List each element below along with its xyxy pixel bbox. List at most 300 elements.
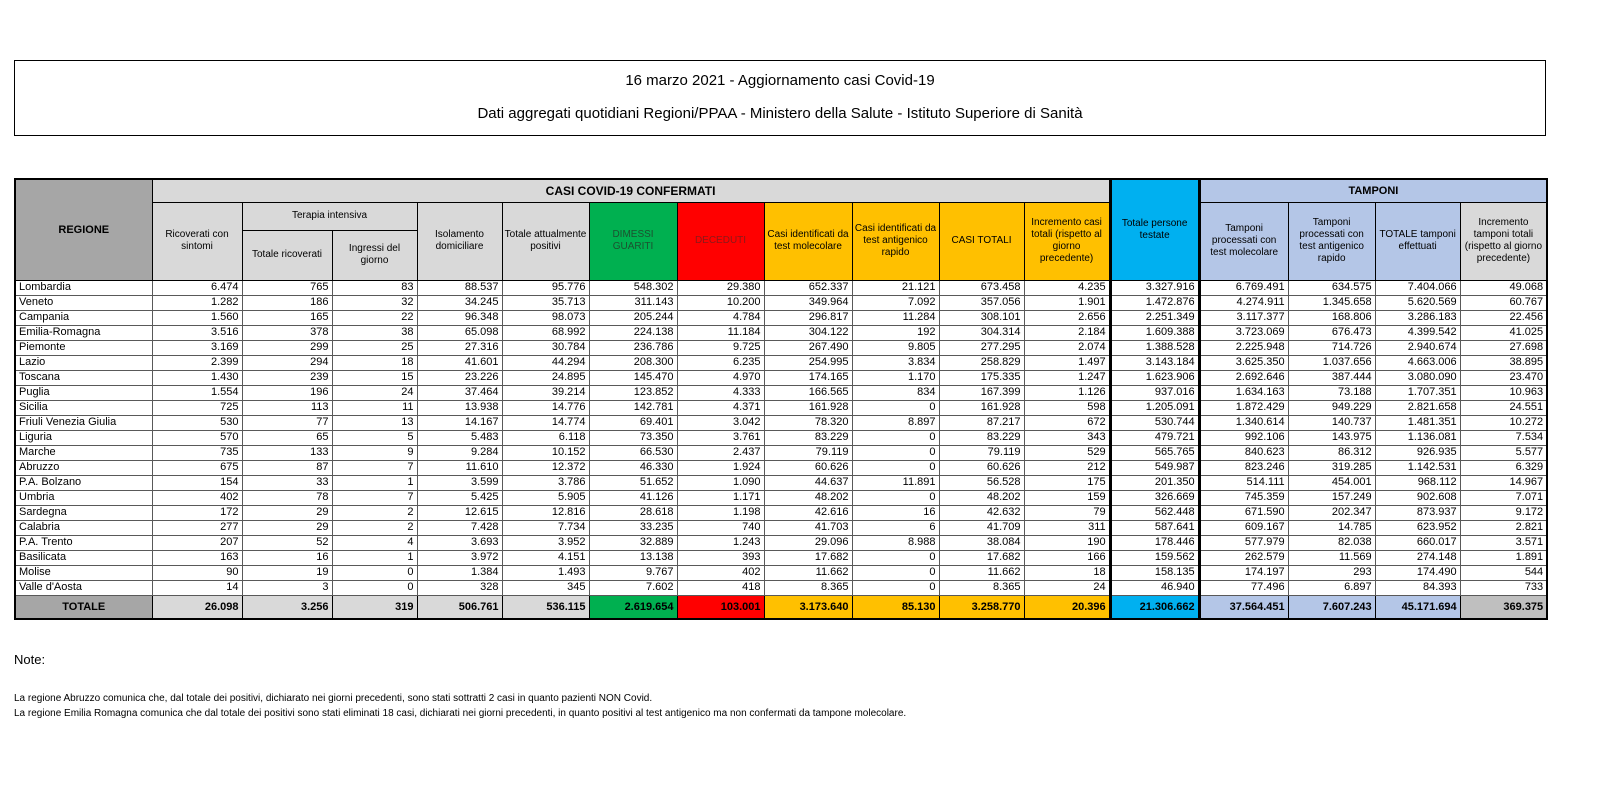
value-cell: 6.329 — [1460, 460, 1547, 475]
value-cell: 44.294 — [502, 355, 589, 370]
value-cell: 7.734 — [502, 520, 589, 535]
value-cell: 2.619.654 — [589, 595, 677, 619]
value-cell: 277 — [152, 520, 242, 535]
value-cell: 37.564.451 — [1199, 595, 1288, 619]
value-cell: 1.142.531 — [1375, 460, 1460, 475]
value-cell: 0 — [332, 580, 417, 595]
value-cell: 294 — [242, 355, 332, 370]
table-row — [15, 580, 1547, 595]
value-cell: 3.625.350 — [1199, 355, 1288, 370]
value-cell: 20.396 — [1024, 595, 1110, 619]
value-cell: 44.637 — [764, 475, 852, 490]
value-cell: 304.122 — [764, 325, 852, 340]
value-cell: 32 — [332, 295, 417, 310]
value-cell: 4.151 — [502, 550, 589, 565]
value-cell: 0 — [852, 580, 939, 595]
col-header-persone-testate: Totale persone testate — [1110, 179, 1199, 280]
value-cell: 38 — [332, 325, 417, 340]
value-cell: 0 — [852, 490, 939, 505]
value-cell: 95.776 — [502, 280, 589, 295]
col-header-tamponi-molecolare: Tamponi processati con test molecolare — [1199, 202, 1288, 280]
table-row — [15, 295, 1547, 310]
value-cell: 29.380 — [677, 280, 764, 295]
value-cell: 6 — [852, 520, 939, 535]
value-cell: 14.967 — [1460, 475, 1547, 490]
value-cell: 145.470 — [589, 370, 677, 385]
region-name-cell: Friuli Venezia Giulia — [15, 415, 152, 430]
value-cell: 7.404.066 — [1375, 280, 1460, 295]
region-name-cell: Sardegna — [15, 505, 152, 520]
value-cell: 46.330 — [589, 460, 677, 475]
value-cell: 587.641 — [1110, 520, 1199, 535]
value-cell: 45.171.694 — [1375, 595, 1460, 619]
value-cell: 3.169 — [152, 340, 242, 355]
value-cell: 78 — [242, 490, 332, 505]
value-cell: 577.979 — [1199, 535, 1288, 550]
value-cell: 87.217 — [939, 415, 1024, 430]
col-header-dimessi-guariti: DIMESSI GUARITI — [589, 202, 677, 280]
value-cell: 2.821.658 — [1375, 400, 1460, 415]
value-cell: 343 — [1024, 430, 1110, 445]
value-cell: 224.138 — [589, 325, 677, 340]
value-cell: 60.626 — [939, 460, 1024, 475]
value-cell: 671.590 — [1199, 505, 1288, 520]
table-row — [15, 565, 1547, 580]
value-cell: 33 — [242, 475, 332, 490]
value-cell: 174.165 — [764, 370, 852, 385]
group-header-terapia-intensiva: Terapia intensiva — [242, 202, 417, 230]
value-cell: 562.448 — [1110, 505, 1199, 520]
value-cell: 676.473 — [1288, 325, 1375, 340]
value-cell: 25 — [332, 340, 417, 355]
value-cell: 349.964 — [764, 295, 852, 310]
value-cell: 308.101 — [939, 310, 1024, 325]
value-cell: 174.490 — [1375, 565, 1460, 580]
value-cell: 311.143 — [589, 295, 677, 310]
value-cell: 133 — [242, 445, 332, 460]
table-row — [15, 460, 1547, 475]
value-cell: 24 — [332, 385, 417, 400]
value-cell: 7.092 — [852, 295, 939, 310]
value-cell: 19 — [242, 565, 332, 580]
value-cell: 2.225.948 — [1199, 340, 1288, 355]
value-cell: 506.761 — [417, 595, 502, 619]
value-cell: 13.938 — [417, 400, 502, 415]
value-cell: 65 — [242, 430, 332, 445]
value-cell: 207 — [152, 535, 242, 550]
group-header-tamponi: TAMPONI — [1199, 179, 1547, 202]
value-cell: 319 — [332, 595, 417, 619]
value-cell: 2.940.674 — [1375, 340, 1460, 355]
region-name-cell: Sicilia — [15, 400, 152, 415]
value-cell: 166 — [1024, 550, 1110, 565]
region-name-cell: Emilia-Romagna — [15, 325, 152, 340]
value-cell: 1.388.528 — [1110, 340, 1199, 355]
value-cell: 42.616 — [764, 505, 852, 520]
value-cell: 565.765 — [1110, 445, 1199, 460]
region-name-cell: Valle d'Aosta — [15, 580, 152, 595]
col-header-casi-antigenico: Casi identificati da test antigenico rapido — [852, 202, 939, 280]
value-cell: 16 — [242, 550, 332, 565]
value-cell: 60.767 — [1460, 295, 1547, 310]
value-cell: 159 — [1024, 490, 1110, 505]
value-cell: 90 — [152, 565, 242, 580]
value-cell: 21.121 — [852, 280, 939, 295]
value-cell: 88.537 — [417, 280, 502, 295]
value-cell: 2 — [332, 520, 417, 535]
value-cell: 735 — [152, 445, 242, 460]
value-cell: 2 — [332, 505, 417, 520]
value-cell: 1.345.658 — [1288, 295, 1375, 310]
value-cell: 12.615 — [417, 505, 502, 520]
value-cell: 1.171 — [677, 490, 764, 505]
value-cell: 6.235 — [677, 355, 764, 370]
value-cell: 536.115 — [502, 595, 589, 619]
value-cell: 7.428 — [417, 520, 502, 535]
value-cell: 6.118 — [502, 430, 589, 445]
value-cell: 1.430 — [152, 370, 242, 385]
value-cell: 311 — [1024, 520, 1110, 535]
value-cell: 73.350 — [589, 430, 677, 445]
table-row — [15, 475, 1547, 490]
value-cell: 0 — [852, 400, 939, 415]
value-cell: 740 — [677, 520, 764, 535]
value-cell: 3.761 — [677, 430, 764, 445]
col-header-terapia-totale: Totale ricoverati — [242, 230, 332, 280]
region-name-cell: Umbria — [15, 490, 152, 505]
value-cell: 140.737 — [1288, 415, 1375, 430]
value-cell: 123.852 — [589, 385, 677, 400]
value-cell: 1.481.351 — [1375, 415, 1460, 430]
value-cell: 1 — [332, 550, 417, 565]
value-cell: 304.314 — [939, 325, 1024, 340]
value-cell: 239 — [242, 370, 332, 385]
value-cell: 79.119 — [764, 445, 852, 460]
value-cell: 1.609.388 — [1110, 325, 1199, 340]
value-cell: 529 — [1024, 445, 1110, 460]
value-cell: 10.963 — [1460, 385, 1547, 400]
value-cell: 1.872.429 — [1199, 400, 1288, 415]
value-cell: 42.632 — [939, 505, 1024, 520]
value-cell: 159.562 — [1110, 550, 1199, 565]
value-cell: 2.821 — [1460, 520, 1547, 535]
value-cell: 1.497 — [1024, 355, 1110, 370]
value-cell: 14.774 — [502, 415, 589, 430]
value-cell: 514.111 — [1199, 475, 1288, 490]
value-cell: 345 — [502, 580, 589, 595]
value-cell: 1.126 — [1024, 385, 1110, 400]
value-cell: 38.084 — [939, 535, 1024, 550]
value-cell: 29 — [242, 505, 332, 520]
value-cell: 652.337 — [764, 280, 852, 295]
value-cell: 3.143.184 — [1110, 355, 1199, 370]
value-cell: 18 — [332, 355, 417, 370]
value-cell: 3.786 — [502, 475, 589, 490]
value-cell: 1.924 — [677, 460, 764, 475]
region-name-cell: Lombardia — [15, 280, 152, 295]
value-cell: 714.726 — [1288, 340, 1375, 355]
value-cell: 1.247 — [1024, 370, 1110, 385]
value-cell: 51.652 — [589, 475, 677, 490]
value-cell: 8.988 — [852, 535, 939, 550]
value-cell: 3.834 — [852, 355, 939, 370]
value-cell: 873.937 — [1375, 505, 1460, 520]
covid-data-table — [14, 178, 1548, 620]
value-cell: 4.784 — [677, 310, 764, 325]
value-cell: 13.138 — [589, 550, 677, 565]
value-cell: 174.197 — [1199, 565, 1288, 580]
value-cell: 205.244 — [589, 310, 677, 325]
value-cell: 1.901 — [1024, 295, 1110, 310]
value-cell: 548.302 — [589, 280, 677, 295]
col-header-totale-positivi: Totale attualmente positivi — [502, 202, 589, 280]
value-cell: 35.713 — [502, 295, 589, 310]
value-cell: 11.610 — [417, 460, 502, 475]
value-cell: 328 — [417, 580, 502, 595]
value-cell: 22.456 — [1460, 310, 1547, 325]
value-cell: 299 — [242, 340, 332, 355]
value-cell: 3.286.183 — [1375, 310, 1460, 325]
value-cell: 745.359 — [1199, 490, 1288, 505]
table-row — [15, 325, 1547, 340]
value-cell: 357.056 — [939, 295, 1024, 310]
value-cell: 660.017 — [1375, 535, 1460, 550]
value-cell: 262.579 — [1199, 550, 1288, 565]
col-header-isolamento: Isolamento domiciliare — [417, 202, 502, 280]
region-name-cell: Calabria — [15, 520, 152, 535]
value-cell: 2.692.646 — [1199, 370, 1288, 385]
value-cell: 158.135 — [1110, 565, 1199, 580]
total-row — [15, 595, 1547, 619]
col-header-casi-totali: CASI TOTALI — [939, 202, 1024, 280]
value-cell: 69.401 — [589, 415, 677, 430]
value-cell: 570 — [152, 430, 242, 445]
value-cell: 0 — [852, 550, 939, 565]
value-cell: 5 — [332, 430, 417, 445]
table-row — [15, 445, 1547, 460]
value-cell: 34.245 — [417, 295, 502, 310]
value-cell: 29 — [242, 520, 332, 535]
value-cell: 1.623.906 — [1110, 370, 1199, 385]
value-cell: 725 — [152, 400, 242, 415]
value-cell: 48.202 — [764, 490, 852, 505]
value-cell: 530.744 — [1110, 415, 1199, 430]
value-cell: 733 — [1460, 580, 1547, 595]
value-cell: 840.623 — [1199, 445, 1288, 460]
value-cell: 258.829 — [939, 355, 1024, 370]
value-cell: 7 — [332, 460, 417, 475]
value-cell: 15 — [332, 370, 417, 385]
value-cell: 18 — [1024, 565, 1110, 580]
value-cell: 1.634.163 — [1199, 385, 1288, 400]
value-cell: 530 — [152, 415, 242, 430]
region-name-cell: Lazio — [15, 355, 152, 370]
value-cell: 3.327.916 — [1110, 280, 1199, 295]
value-cell: 38.895 — [1460, 355, 1547, 370]
table-row — [15, 505, 1547, 520]
region-name-cell: P.A. Trento — [15, 535, 152, 550]
value-cell: 24.895 — [502, 370, 589, 385]
value-cell: 12.372 — [502, 460, 589, 475]
value-cell: 293 — [1288, 565, 1375, 580]
value-cell: 14.785 — [1288, 520, 1375, 535]
value-cell: 3.173.640 — [764, 595, 852, 619]
report-title-line2: Dati aggregati quotidiani Regioni/PPAA - Ministero della Salute - Istituto Superiore di Sanità — [477, 105, 1083, 122]
value-cell: 4 — [332, 535, 417, 550]
value-cell: 549.987 — [1110, 460, 1199, 475]
value-cell: 96.348 — [417, 310, 502, 325]
notes-section — [14, 652, 1600, 721]
value-cell: 267.490 — [764, 340, 852, 355]
value-cell: 87 — [242, 460, 332, 475]
value-cell: 14.776 — [502, 400, 589, 415]
value-cell: 1.891 — [1460, 550, 1547, 565]
value-cell: 393 — [677, 550, 764, 565]
value-cell: 28.618 — [589, 505, 677, 520]
table-body — [15, 280, 1547, 619]
report-title-box — [14, 60, 1546, 136]
value-cell: 24.551 — [1460, 400, 1547, 415]
value-cell: 3.599 — [417, 475, 502, 490]
table-row — [15, 340, 1547, 355]
value-cell: 175 — [1024, 475, 1110, 490]
value-cell: 544 — [1460, 565, 1547, 580]
value-cell: 3.042 — [677, 415, 764, 430]
value-cell: 672 — [1024, 415, 1110, 430]
group-header-casi-confermati: CASI COVID-19 CONFERMATI — [152, 179, 1110, 202]
col-header-tamponi-antigenico: Tamponi processati con test antigenico rapido — [1288, 202, 1375, 280]
value-cell: 9.767 — [589, 565, 677, 580]
value-cell: 10.200 — [677, 295, 764, 310]
value-cell: 369.375 — [1460, 595, 1547, 619]
region-name-cell: Abruzzo — [15, 460, 152, 475]
value-cell: 598 — [1024, 400, 1110, 415]
value-cell: 0 — [852, 445, 939, 460]
col-header-ricoverati: Ricoverati con sintomi — [152, 202, 242, 280]
value-cell: 208.300 — [589, 355, 677, 370]
value-cell: 1.282 — [152, 295, 242, 310]
value-cell: 623.952 — [1375, 520, 1460, 535]
table-row — [15, 520, 1547, 535]
value-cell: 3.972 — [417, 550, 502, 565]
value-cell: 79.119 — [939, 445, 1024, 460]
col-header-incremento-casi: Incremento casi totali (rispetto al giorno precedente) — [1024, 202, 1110, 280]
value-cell: 192 — [852, 325, 939, 340]
value-cell: 0 — [852, 460, 939, 475]
value-cell: 277.295 — [939, 340, 1024, 355]
value-cell: 675 — [152, 460, 242, 475]
value-cell: 77 — [242, 415, 332, 430]
value-cell: 41.126 — [589, 490, 677, 505]
col-header-regione: REGIONE — [15, 179, 152, 280]
value-cell: 902.608 — [1375, 490, 1460, 505]
value-cell: 7.071 — [1460, 490, 1547, 505]
value-cell: 103.001 — [677, 595, 764, 619]
value-cell: 143.975 — [1288, 430, 1375, 445]
value-cell: 4.235 — [1024, 280, 1110, 295]
region-name-cell: TOTALE — [15, 595, 152, 619]
value-cell: 3.571 — [1460, 535, 1547, 550]
value-cell: 937.016 — [1110, 385, 1199, 400]
value-cell: 5.620.569 — [1375, 295, 1460, 310]
value-cell: 5.483 — [417, 430, 502, 445]
value-cell: 8.365 — [939, 580, 1024, 595]
table-row — [15, 370, 1547, 385]
value-cell: 6.474 — [152, 280, 242, 295]
value-cell: 86.312 — [1288, 445, 1375, 460]
value-cell: 319.285 — [1288, 460, 1375, 475]
value-cell: 0 — [332, 565, 417, 580]
value-cell: 16 — [852, 505, 939, 520]
value-cell: 11.284 — [852, 310, 939, 325]
value-cell: 1.205.091 — [1110, 400, 1199, 415]
value-cell: 2.437 — [677, 445, 764, 460]
value-cell: 2.184 — [1024, 325, 1110, 340]
value-cell: 49.068 — [1460, 280, 1547, 295]
value-cell: 7.607.243 — [1288, 595, 1375, 619]
value-cell: 10.272 — [1460, 415, 1547, 430]
value-cell: 387.444 — [1288, 370, 1375, 385]
region-name-cell: Veneto — [15, 295, 152, 310]
value-cell: 10.152 — [502, 445, 589, 460]
value-cell: 79 — [1024, 505, 1110, 520]
report-title-line1: 16 marzo 2021 - Aggiornamento casi Covid-19 — [625, 72, 935, 89]
value-cell: 157.249 — [1288, 490, 1375, 505]
value-cell: 113 — [242, 400, 332, 415]
value-cell: 175.335 — [939, 370, 1024, 385]
value-cell: 48.202 — [939, 490, 1024, 505]
value-cell: 2.074 — [1024, 340, 1110, 355]
value-cell: 11.891 — [852, 475, 939, 490]
value-cell: 83.229 — [939, 430, 1024, 445]
value-cell: 402 — [152, 490, 242, 505]
col-header-incremento-tamponi: Incremento tamponi totali (rispetto al giorno precedente) — [1460, 202, 1547, 280]
value-cell: 3.117.377 — [1199, 310, 1288, 325]
value-cell: 1.340.614 — [1199, 415, 1288, 430]
value-cell: 378 — [242, 325, 332, 340]
value-cell: 33.235 — [589, 520, 677, 535]
table-row — [15, 550, 1547, 565]
value-cell: 11.662 — [939, 565, 1024, 580]
value-cell: 41.703 — [764, 520, 852, 535]
value-cell: 3.080.090 — [1375, 370, 1460, 385]
region-name-cell: Molise — [15, 565, 152, 580]
value-cell: 236.786 — [589, 340, 677, 355]
value-cell: 41.709 — [939, 520, 1024, 535]
region-name-cell: P.A. Bolzano — [15, 475, 152, 490]
value-cell: 4.399.542 — [1375, 325, 1460, 340]
value-cell: 166.565 — [764, 385, 852, 400]
value-cell: 0 — [852, 565, 939, 580]
value-cell: 14 — [152, 580, 242, 595]
value-cell: 9.725 — [677, 340, 764, 355]
table-row — [15, 490, 1547, 505]
value-cell: 0 — [852, 430, 939, 445]
value-cell: 154 — [152, 475, 242, 490]
value-cell: 1 — [332, 475, 417, 490]
value-cell: 2.656 — [1024, 310, 1110, 325]
value-cell: 165 — [242, 310, 332, 325]
value-cell: 29.096 — [764, 535, 852, 550]
value-cell: 24 — [1024, 580, 1110, 595]
value-cell: 14.167 — [417, 415, 502, 430]
value-cell: 11.569 — [1288, 550, 1375, 565]
value-cell: 454.001 — [1288, 475, 1375, 490]
value-cell: 66.530 — [589, 445, 677, 460]
value-cell: 968.112 — [1375, 475, 1460, 490]
value-cell: 142.781 — [589, 400, 677, 415]
value-cell: 296.817 — [764, 310, 852, 325]
